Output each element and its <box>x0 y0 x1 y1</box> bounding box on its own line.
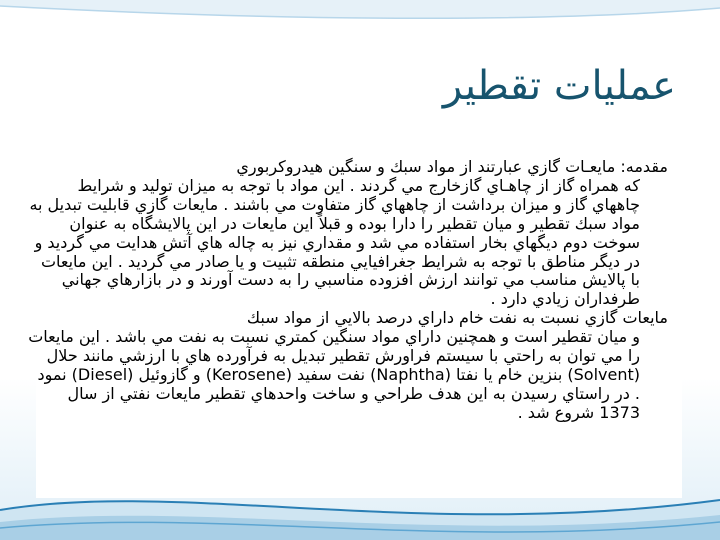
content-box <box>28 152 682 498</box>
slide-title: عمليات تقطير <box>442 63 676 109</box>
paragraph-intro-first-line: مقدمه: مايعـات گازي عبارتند از مواد سبك و سنگين هيدروكربوري <box>236 157 668 176</box>
bottom-decorative-waves <box>0 470 720 540</box>
paragraph-properties-first-line: مايعات گازي نسبت به نفت خام داراي درصد بالايي از مواد سبك <box>246 308 668 328</box>
body-text <box>28 158 668 423</box>
paragraph-properties-body: و ميان تقطير است و همچنين داراي مواد سنگين كمتري نسبت به نفت مي باشد . اين مايعات را مي توان به راحتي با سيستم فراورش تقطير تبديل به فرآورده هاي با ارزشي مانند حلال (Solvent) بنزين خام يا نفتا (Naphtha) نفت سفيد (Kerosene) و گازوئيل (Diesel) نمود . در راستاي رسيدن به اين هدف طراحي و ساخت واحدهاي تقطير مايعات نفتي از سال 1373 شروع شد . <box>28 327 640 422</box>
paragraph-properties <box>28 309 668 422</box>
paragraph-intro-body: كه همراه گاز از چاهـاي گازخارج مي گردند . اين مواد با توجه به ميزان توليد و شرايط چاههاي گاز و ميزان برداشت از چاههاي گاز متفاوت مي باشند . مايعات گازي قابليت تبديل به مواد سبك تقطير و ميان تقطير را دارا بوده و قبلاً اين مايعات در اين پالايشگاه به عنوان سوخت دوم ديگهاي بخار استفاده مي شد و مقداري نيز به چاله هاي آتش هدايت مي گرديد و در ديگر مناطق با توجه به شرايط جغرافيايي منطقه تثبيت و يا صادر مي گرديد . اين مايعات با پالايش مناسب مي توانند ارزش افزوده مناسبي را به دست آورند و در بازارهاي جهاني طرفداران زيادي دارد . <box>29 175 640 309</box>
paragraph-intro <box>28 158 668 309</box>
